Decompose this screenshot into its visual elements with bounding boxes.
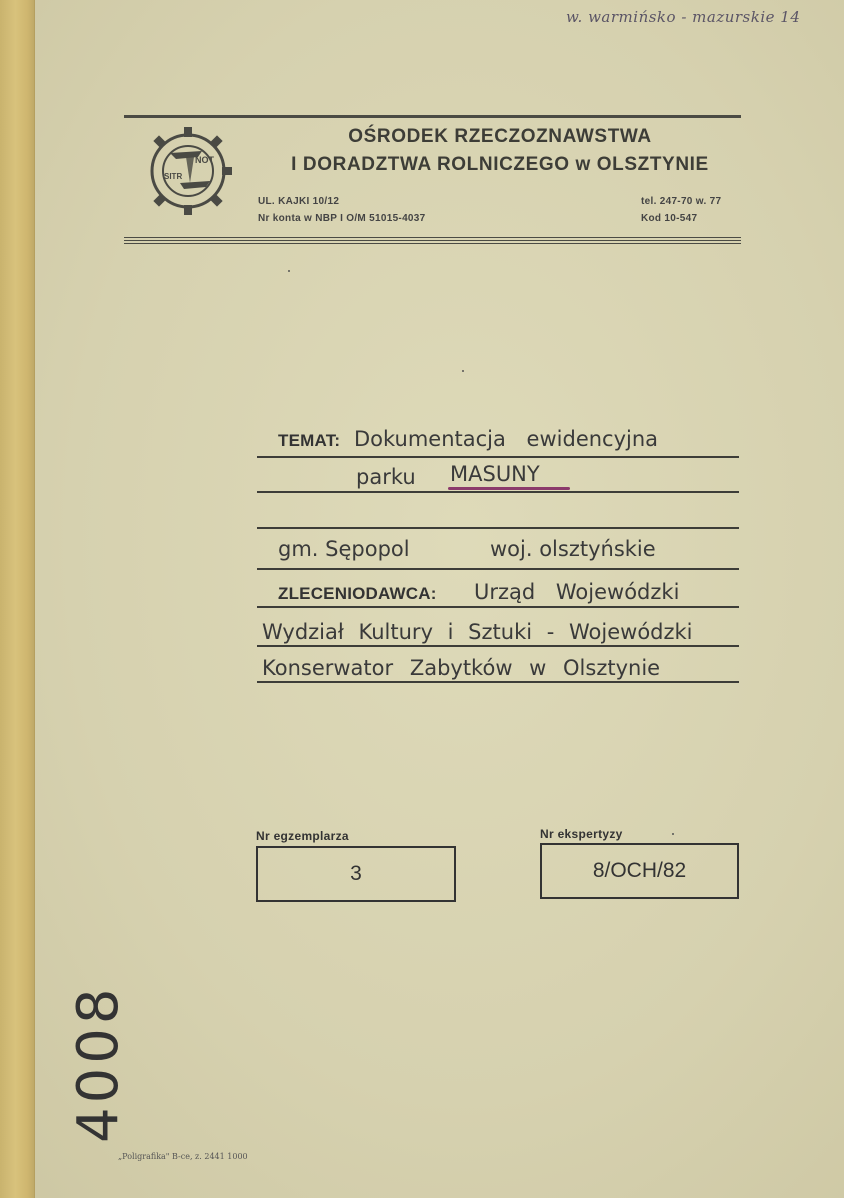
- header-address: UL. KAJKI 10/12: [258, 196, 340, 207]
- archive-number: 4008: [66, 984, 131, 1143]
- header-rule-bottom-2: [124, 240, 741, 241]
- copy-number-box: [256, 846, 456, 902]
- header-title-line2: I DORADZTWA ROLNICZEGO w OLSZTYNIE: [291, 154, 709, 175]
- speck: [672, 833, 674, 835]
- header-rule-bottom-3: [124, 243, 741, 244]
- expertise-number-box: [540, 843, 739, 899]
- logo-text-sitr: SITR: [164, 172, 183, 181]
- location-rule: [257, 568, 739, 570]
- location-commune: gm. Sępopol: [278, 537, 410, 561]
- client-line1: Urząd Wojewódzki: [474, 580, 680, 604]
- client-line2: Wydział Kultury i Sztuki - Wojewódzki: [262, 620, 693, 644]
- speck: [288, 270, 290, 272]
- organization-logo: [140, 123, 236, 219]
- blank-rule: [257, 527, 739, 529]
- handwritten-note: w. warmińsko - mazurskie 14: [566, 8, 801, 26]
- speck: [462, 370, 464, 372]
- header-account: Nr konta w NBP I O/M 51015-4037: [258, 213, 426, 224]
- park-name-underline: [448, 487, 570, 490]
- expertise-number-value: 8/OCH/82: [592, 859, 687, 882]
- logo-text-not: NOT: [195, 155, 214, 165]
- client-line2-rule: [257, 645, 739, 647]
- subject-line2-rule: [257, 491, 739, 493]
- client-line1-rule: [257, 606, 739, 608]
- subject-line1: Dokumentacja ewidencyjna: [354, 427, 659, 451]
- binding-tape: [0, 0, 35, 1198]
- subject-line1-rule: [257, 456, 739, 458]
- header-postal-code: Kod 10-547: [641, 213, 698, 224]
- subject-park-name: MASUNY: [450, 462, 540, 486]
- subject-label: TEMAT:: [278, 431, 341, 450]
- expertise-number-label: Nr ekspertyzy: [540, 827, 623, 841]
- printer-footer: „Poligrafika" B-ce, z. 2441 1000: [118, 1152, 248, 1161]
- client-line3-rule: [257, 681, 739, 683]
- subject-park-prefix: parku: [356, 465, 416, 489]
- client-label: ZLECENIODAWCA:: [278, 584, 437, 603]
- header-phone: tel. 247-70 w. 77: [641, 196, 722, 207]
- copy-number-label: Nr egzemplarza: [256, 829, 349, 843]
- header-title-line1: OŚRODEK RZECZOZNAWSTWA: [348, 126, 652, 147]
- copy-number-value: 3: [350, 862, 362, 885]
- header-rule-top: [124, 115, 741, 118]
- location-voivodeship: woj. olsztyńskie: [490, 537, 656, 561]
- header-rule-bottom-1: [124, 237, 741, 238]
- client-line3: Konserwator Zabytków w Olsztynie: [262, 656, 661, 680]
